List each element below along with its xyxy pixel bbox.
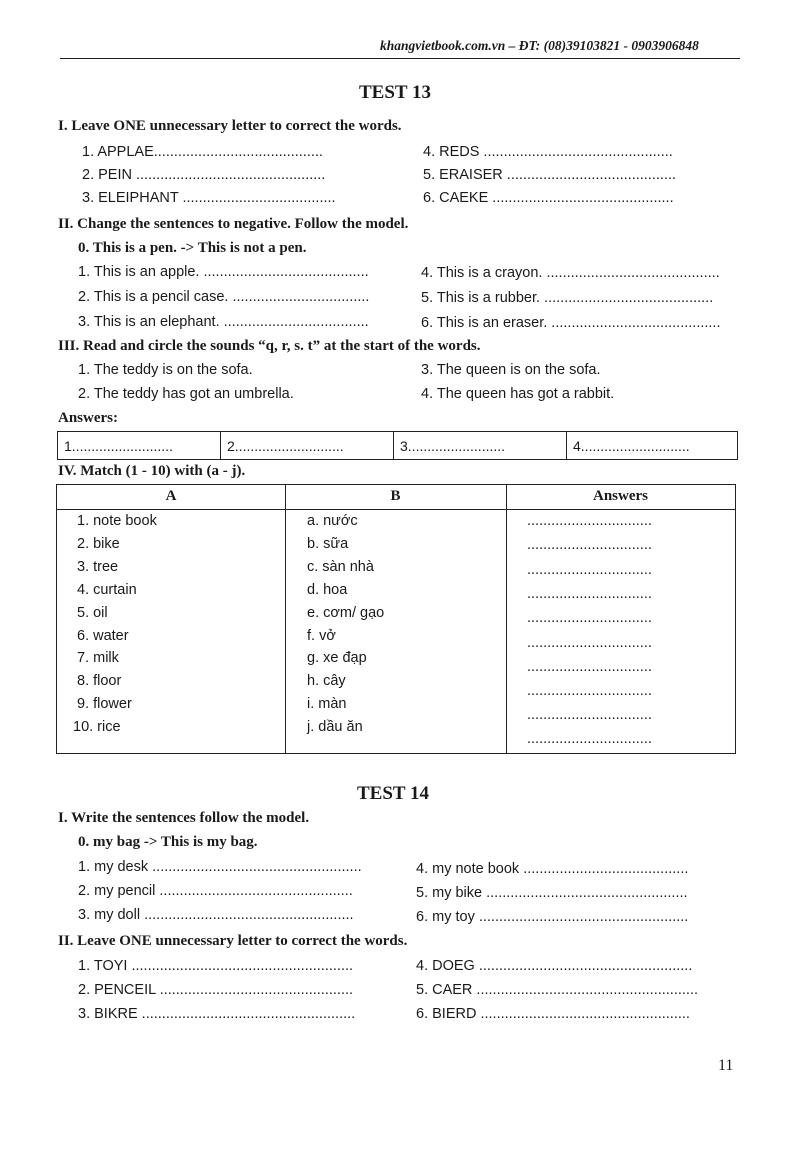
table-row: i. màn bbox=[307, 696, 347, 712]
table-row: g. xe đạp bbox=[307, 650, 367, 666]
answer-blank: ............................... bbox=[527, 635, 652, 651]
answer-cell: 1.......................... bbox=[58, 432, 221, 460]
table-row: 4. curtain bbox=[77, 582, 137, 598]
answer-blank: ............................... bbox=[527, 659, 652, 675]
answer-blank: ............................... bbox=[527, 586, 652, 602]
list-item: 5. CAER ....................................................... bbox=[416, 982, 699, 998]
table-row: h. cây bbox=[307, 673, 346, 689]
table-row: 1. note book bbox=[77, 513, 157, 529]
table-row: 8. floor bbox=[77, 673, 122, 689]
test14-sec1-heading: I. Write the sentences follow the model. bbox=[58, 810, 310, 826]
page-header: khangvietbook.com.vn – ĐT: (08)39103821 - 0903906848 bbox=[380, 38, 699, 53]
list-item: 5. ERAISER .......................................... bbox=[423, 167, 677, 183]
header-rule bbox=[60, 58, 740, 59]
list-item: 6. CAEKE ............................................. bbox=[423, 190, 674, 206]
test14-sec2-heading: II. Leave ONE unnecessary letter to correct the words. bbox=[58, 933, 408, 949]
list-item: 2. PENCEIL ................................................ bbox=[78, 982, 354, 998]
table-row: e. cơm/ gạo bbox=[307, 605, 385, 621]
table-row: b. sữa bbox=[307, 536, 349, 552]
table-row: j. dầu ăn bbox=[307, 719, 363, 735]
list-item: 3. The queen is on the sofa. bbox=[421, 362, 601, 378]
answer-blank: ............................... bbox=[527, 562, 652, 578]
answer-cell: 3......................... bbox=[394, 432, 567, 460]
list-item: 2. This is a pencil case. .................................. bbox=[78, 289, 370, 305]
list-item: 1. This is an apple. ......................................... bbox=[78, 264, 369, 280]
column-divider bbox=[506, 485, 507, 753]
list-item: 4. This is a crayon. ........................................... bbox=[421, 265, 720, 281]
table-row: 7. milk bbox=[77, 650, 119, 666]
table-row: 2. bike bbox=[77, 536, 120, 552]
column-divider bbox=[285, 485, 286, 753]
answer-blank: ............................... bbox=[527, 731, 652, 747]
table-row: d. hoa bbox=[307, 582, 348, 598]
list-item: 3. my doll .................................................... bbox=[78, 907, 354, 923]
column-header-b: B bbox=[390, 488, 401, 504]
test13-title: TEST 13 bbox=[359, 82, 431, 103]
table-row: f. vở bbox=[307, 628, 336, 644]
test13-sec3-heading: III. Read and circle the sounds “q, r, s. t” at the start of the words. bbox=[58, 338, 481, 354]
table-row: 3. tree bbox=[77, 559, 119, 575]
test14-title: TEST 14 bbox=[357, 783, 429, 804]
table-row: 5. oil bbox=[77, 605, 108, 621]
test13-sec2-heading: II. Change the sentences to negative. Follow the model. bbox=[58, 216, 409, 232]
list-item: 3. ELEIPHANT ...................................... bbox=[82, 190, 336, 206]
list-item: 6. my toy .................................................... bbox=[416, 909, 689, 925]
model-sentence: 0. my bag -> This is my bag. bbox=[78, 834, 258, 850]
table-row: 9. flower bbox=[77, 696, 132, 712]
test13-sec4-heading: IV. Match (1 - 10) with (a - j). bbox=[58, 463, 246, 479]
table-row: c. sàn nhà bbox=[307, 559, 374, 575]
answer-cell: 4............................ bbox=[567, 432, 738, 460]
list-item: 4. REDS ............................................... bbox=[423, 144, 673, 160]
list-item: 6. This is an eraser. .......................................... bbox=[421, 315, 721, 331]
list-item: 3. This is an elephant. .................................... bbox=[78, 314, 369, 330]
table-row: 6. water bbox=[77, 628, 129, 644]
list-item: 5. This is a rubber. .......................................... bbox=[421, 290, 714, 306]
list-item: 5. my bike .................................................. bbox=[416, 885, 688, 901]
list-item: 1. TOYI ....................................................... bbox=[78, 958, 354, 974]
table-row: 10. rice bbox=[73, 719, 121, 735]
answers-table bbox=[57, 431, 738, 460]
page-number: 11 bbox=[718, 1057, 734, 1074]
answer-blank: ............................... bbox=[527, 513, 652, 529]
model-sentence: 0. This is a pen. -> This is not a pen. bbox=[78, 240, 307, 256]
list-item: 6. BIERD .................................................... bbox=[416, 1006, 690, 1022]
column-header-a: A bbox=[165, 488, 177, 504]
answer-blank: ............................... bbox=[527, 683, 652, 699]
list-item: 4. DOEG ..................................................... bbox=[416, 958, 693, 974]
answers-label: Answers: bbox=[58, 410, 118, 426]
list-item: 2. PEIN ............................................... bbox=[82, 167, 326, 183]
list-item: 1. my desk .................................................... bbox=[78, 859, 362, 875]
list-item: 1. APPLAE.......................................... bbox=[82, 144, 323, 160]
list-item: 1. The teddy is on the sofa. bbox=[78, 362, 253, 378]
answer-blank: ............................... bbox=[527, 610, 652, 626]
list-item: 2. The teddy has got an umbrella. bbox=[78, 386, 294, 402]
answer-blank: ............................... bbox=[527, 537, 652, 553]
list-item: 2. my pencil ................................................ bbox=[78, 883, 353, 899]
list-item: 4. The queen has got a rabbit. bbox=[421, 386, 615, 402]
answer-cell: 2............................ bbox=[221, 432, 394, 460]
answer-blank: ............................... bbox=[527, 707, 652, 723]
table-row: a. nước bbox=[307, 513, 358, 529]
list-item: 4. my note book ......................................... bbox=[416, 861, 689, 877]
column-header-answers: Answers bbox=[593, 488, 648, 504]
list-item: 3. BIKRE ..................................................... bbox=[78, 1006, 356, 1022]
test13-sec1-heading: I. Leave ONE unnecessary letter to correct the words. bbox=[58, 118, 402, 134]
matching-table bbox=[56, 484, 736, 754]
